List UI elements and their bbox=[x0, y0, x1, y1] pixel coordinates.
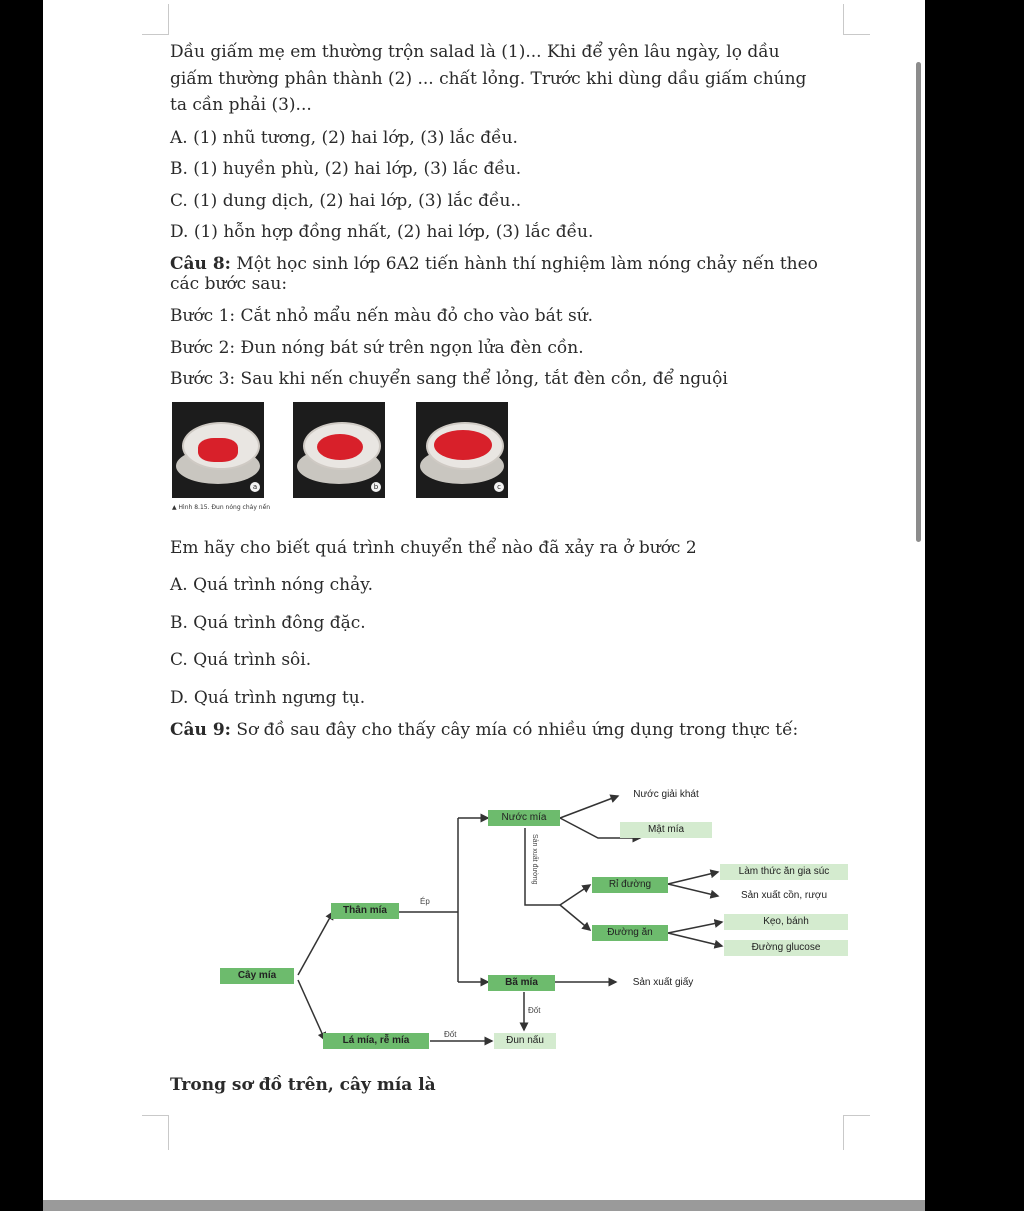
q9-footer: Trong sơ đồ trên, cây mía là bbox=[170, 1075, 436, 1095]
q8-stem-line-1 bbox=[170, 254, 818, 274]
photo-b bbox=[293, 402, 385, 498]
q8-question: Em hãy cho biết quá trình chuyển thể nào đã xảy ra ở bước 2 bbox=[170, 538, 697, 558]
q8-stem-line-2: các bước sau: bbox=[170, 274, 288, 294]
q8-stem-text: Một học sinh lớp 6A2 tiến hành thí nghiệm làm nóng chảy nến theo bbox=[230, 254, 818, 274]
node-mat-mia: Mật mía bbox=[620, 822, 712, 838]
node-dun-nau: Đun nấu bbox=[494, 1033, 556, 1049]
node-nuoc-giai-khat: Nước giải khát bbox=[633, 789, 699, 800]
q8-step-3: Bước 3: Sau khi nến chuyển sang thể lỏng, tắt đèn cồn, để nguội bbox=[170, 369, 728, 389]
margin-mark-bottom-left bbox=[142, 1115, 169, 1150]
photo-c bbox=[416, 402, 508, 498]
node-than-mia: Thân mía bbox=[331, 903, 399, 919]
photo-c-label: c bbox=[494, 482, 504, 492]
document-page bbox=[43, 0, 925, 1200]
edge-label-ep: Ép bbox=[420, 897, 430, 906]
edge-label-dot-2: Đốt bbox=[444, 1030, 457, 1039]
figure-caption: ▲ Hình 8.15. Đun nóng chảy nến bbox=[172, 504, 271, 511]
node-duong-glucose: Đường glucose bbox=[724, 940, 848, 956]
node-lam-thuc-an-gia-suc: Làm thức ăn gia súc bbox=[720, 864, 848, 880]
node-cay-mia: Cây mía bbox=[220, 968, 294, 984]
node-san-xuat-giay: Sản xuất giấy bbox=[632, 977, 694, 988]
q7-stem-line-3: ta cần phải (3)... bbox=[170, 95, 312, 115]
q9-stem bbox=[170, 720, 798, 740]
node-ri-duong: Rỉ đường bbox=[592, 877, 668, 893]
q8-option-a: A. Quá trình nóng chảy. bbox=[170, 575, 373, 595]
node-keo-banh: Kẹo, bánh bbox=[724, 914, 848, 930]
q8-label: Câu 8: bbox=[170, 254, 231, 274]
q8-option-c: C. Quá trình sôi. bbox=[170, 650, 312, 670]
q7-option-c: C. (1) dung dịch, (2) hai lớp, (3) lắc đều.. bbox=[170, 191, 522, 211]
node-nuoc-mia: Nước mía bbox=[488, 810, 560, 826]
q8-step-2: Bước 2: Đun nóng bát sứ trên ngọn lửa đèn cồn. bbox=[170, 338, 584, 358]
margin-mark-top-right bbox=[843, 4, 870, 35]
node-san-xuat-con-ruou: Sản xuất cồn, rượu bbox=[740, 890, 828, 901]
q7-option-a: A. (1) nhũ tương, (2) hai lớp, (3) lắc đều. bbox=[170, 128, 518, 148]
q8-step-1: Bước 1: Cắt nhỏ mẩu nến màu đỏ cho vào bát sứ. bbox=[170, 306, 594, 326]
photo-b-label: b bbox=[371, 482, 381, 492]
margin-mark-bottom-right bbox=[843, 1115, 870, 1150]
wax-liquid bbox=[434, 430, 492, 460]
edge-label-dot-1: Đốt bbox=[528, 1006, 541, 1015]
node-duong-an: Đường ăn bbox=[592, 925, 668, 941]
margin-mark-top-left bbox=[142, 4, 169, 35]
edge-label-san-xuat-duong: Sản xuất đường bbox=[531, 834, 538, 885]
q9-label: Câu 9: bbox=[170, 720, 231, 740]
wax-melting bbox=[317, 434, 363, 460]
q7-stem-line-1: Dầu giấm mẹ em thường trộn salad là (1)... Khi để yên lâu ngày, lọ dầu bbox=[170, 42, 780, 62]
vertical-scrollbar[interactable] bbox=[916, 62, 921, 542]
photo-a bbox=[172, 402, 264, 498]
q9-stem-text: Sơ đồ sau đây cho thấy cây mía có nhiều ứng dụng trong thực tế: bbox=[230, 720, 799, 740]
photo-a-label: a bbox=[250, 482, 260, 492]
page-bottom-bar bbox=[43, 1200, 925, 1211]
node-ba-mia: Bã mía bbox=[488, 975, 555, 991]
q7-option-d: D. (1) hỗn hợp đồng nhất, (2) hai lớp, (3) lắc đều. bbox=[170, 222, 594, 242]
q8-option-b: B. Quá trình đông đặc. bbox=[170, 613, 366, 633]
q7-option-b: B. (1) huyền phù, (2) hai lớp, (3) lắc đều. bbox=[170, 159, 522, 179]
q8-option-d: D. Quá trình ngưng tụ. bbox=[170, 688, 366, 708]
q7-stem-line-2: giấm thường phân thành (2) ... chất lỏng. Trước khi dùng dầu giấm chúng bbox=[170, 69, 807, 89]
wax-pieces bbox=[198, 438, 238, 462]
node-la-mia-re-mia: Lá mía, rễ mía bbox=[323, 1033, 429, 1049]
